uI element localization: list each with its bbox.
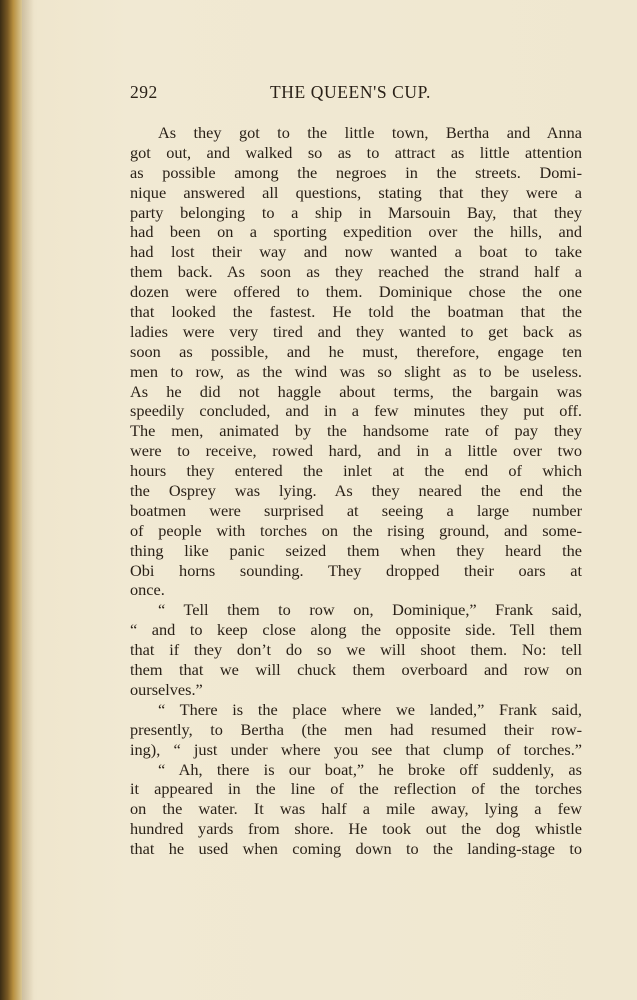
text-line: hundred yards from shore. He took out the dog whistle — [130, 819, 582, 839]
text-line: As he did not haggle about terms, the bargain was — [130, 381, 582, 401]
text-line: them that we will chuck them overboard and row on — [130, 660, 582, 680]
gutter-shadow — [22, 0, 34, 1000]
text-line: nique answered all questions, stating that they were a — [130, 182, 582, 202]
text-line: on the water. It was half a mile away, lying a few — [130, 799, 582, 819]
text-line: boatmen were surprised at seeing a large number — [130, 500, 582, 520]
body-text — [130, 123, 582, 859]
text-line: had been on a sporting expedition over the hills, and — [130, 222, 582, 242]
text-line: party belonging to a ship in Marsouin Bay, that they — [130, 202, 582, 222]
text-line: that he used when coming down to the landing-stage to — [130, 839, 582, 859]
text-line: Obi horns sounding. They dropped their oars at — [130, 560, 582, 580]
text-line: once. — [130, 580, 165, 600]
text-line: dozen were offered to them. Dominique chose the one — [130, 282, 582, 302]
text-line: “ There is the place where we landed,” Frank said, — [158, 699, 582, 719]
text-line: As they got to the little town, Bertha and Anna — [158, 123, 582, 142]
text-line: “ and to keep close along the opposite side. Tell them — [130, 620, 582, 640]
text-line: were to receive, rowed hard, and in a little over two — [130, 441, 582, 461]
text-line: “ Ah, there is our boat,” he broke off suddenly, as — [158, 759, 582, 779]
text-line: had lost their way and now wanted a boat to take — [130, 242, 582, 262]
text-line: ourselves.” — [130, 679, 203, 699]
text-line: got out, and walked so as to attract as little attention — [130, 142, 582, 162]
text-line: ing), “ just under where you see that clump of torches.” — [130, 739, 582, 759]
text-line: presently, to Bertha (the men had resumed their row- — [130, 719, 582, 739]
text-line: that if they don’t do so we will shoot them. No: tell — [130, 640, 582, 660]
page-number: 292 — [130, 82, 158, 102]
text-line: it appeared in the line of the reflection of the torches — [130, 779, 582, 799]
text-line: soon as possible, and he must, therefore, engage ten — [130, 341, 582, 361]
text-line: “ Tell them to row on, Dominique,” Frank said, — [158, 600, 582, 620]
text-line: speedily concluded, and in a few minutes they put off. — [130, 401, 582, 421]
text-line: hours they entered the inlet at the end of which — [130, 461, 582, 481]
text-line: them back. As soon as they reached the strand half a — [130, 262, 582, 282]
text-line: of people with torches on the rising ground, and some- — [130, 520, 582, 540]
text-line: that looked the fastest. He told the boatman that the — [130, 302, 582, 322]
text-line: ladies were very tired and they wanted to get back as — [130, 321, 582, 341]
running-head: THE QUEEN'S CUP. — [270, 82, 432, 102]
book-binding-edge — [0, 0, 22, 1000]
text-line: The men, animated by the handsome rate of pay they — [130, 421, 582, 441]
text-line: as possible among the negroes in the streets. Domi- — [130, 162, 582, 182]
page-header — [130, 82, 582, 106]
text-line: men to row, as the wind was so slight as to be useless. — [130, 361, 582, 381]
text-line: the Osprey was lying. As they neared the end the — [130, 481, 582, 501]
text-line: thing like panic seized them when they heard the — [130, 540, 582, 560]
